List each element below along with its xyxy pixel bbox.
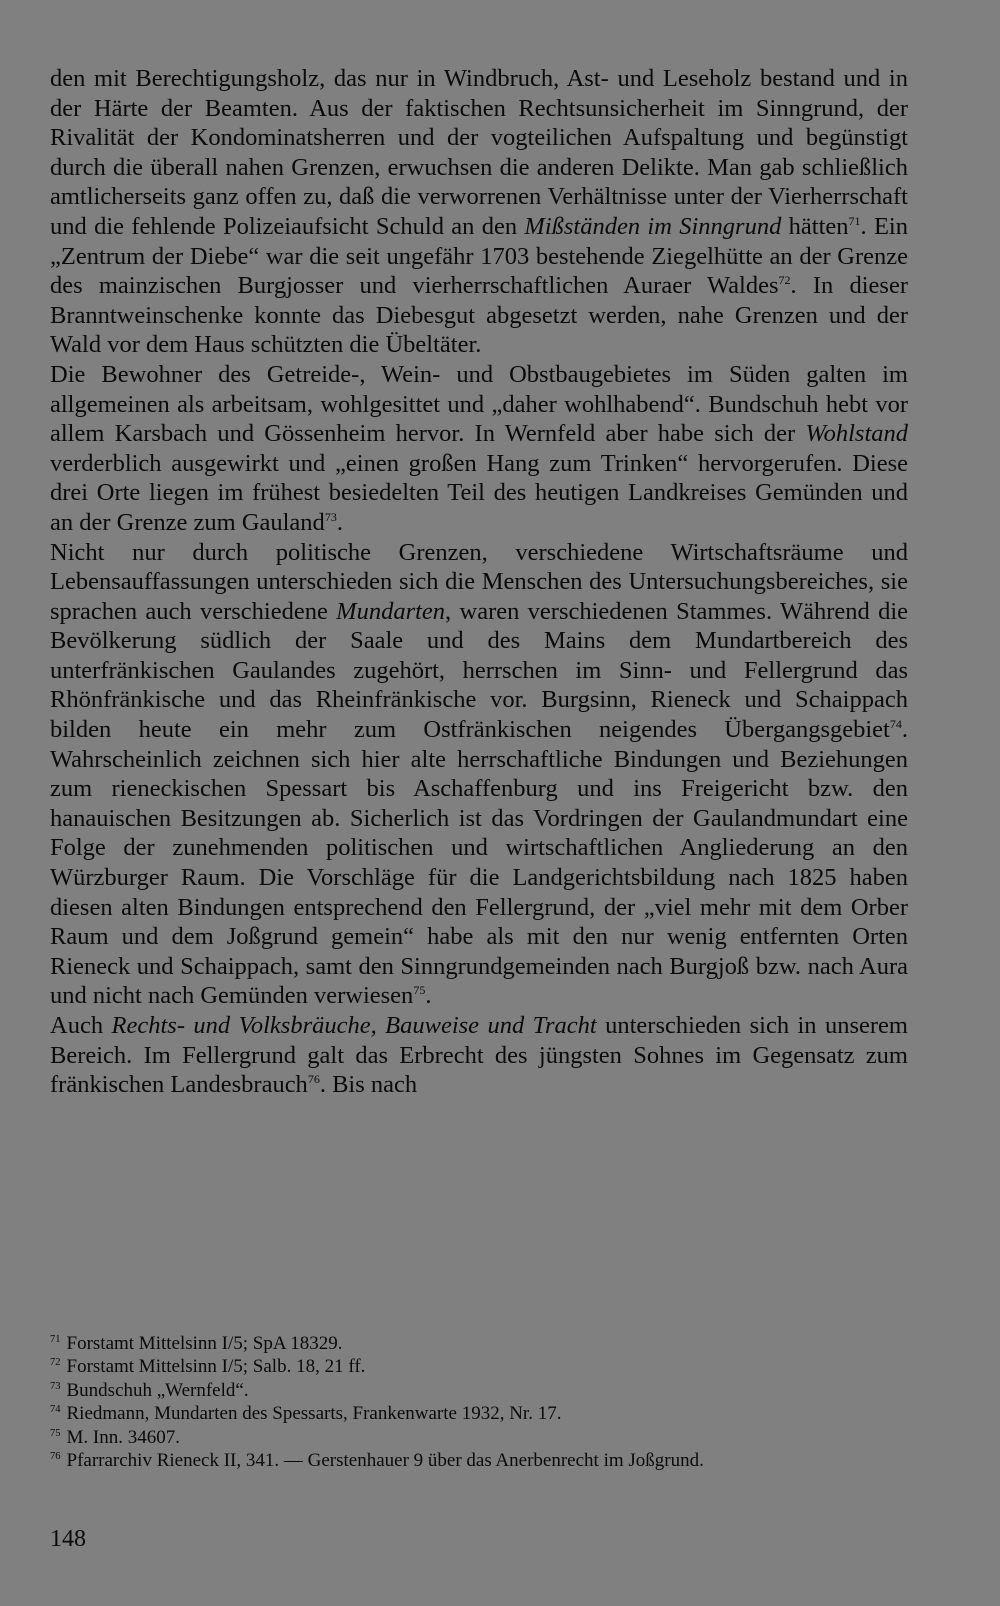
emphasized-text: Wohlstand — [805, 420, 908, 448]
emphasized-text: Mißständen im Sinngrund — [524, 212, 782, 240]
text-run: . Ein „Zentrum der Diebe“ war die seit ungefähr 1703 bestehende Ziegelhütte an der Grenze des mainzischen Burgjosser und vierherrschaftlichen Auraer Waldes — [50, 212, 908, 300]
footnote-number: 71 — [50, 1334, 61, 1345]
text-run: den mit Berechtigungsholz, das nur in Windbruch, Ast- und Leseholz bestand und in der Härte der Beamten. Aus der faktischen Rechtsunsicherheit im Sinngrund, der Rivalität der Kondominatsherren und der vogteilichen Aufspaltung und begünstigt durch die überall nahen Grenzen, erwuchsen die anderen Delikte. Man gab schließlich amtlicherseits ganz offen zu, daß die verworrenen Verhältnisse unter der Vierherrschaft und die fehlende Polizeiaufsicht Schuld an den — [50, 65, 908, 240]
footnote-number: 73 — [50, 1380, 61, 1392]
text-run: , waren verschiedenen Stammes. Während die Bevölkerung südlich der Saale und des Mains dem Mundartbereich des unterfränkischen Gaulandes zugehört, herrschen im Sinn- und Fellergrund das Rhönfränkische und das Rheinfränkische vor. Burgsinn, Rieneck und Schaippach bilden heute ein mehr zum Ostfränkischen neigendes Übergangsgebiet — [50, 597, 908, 744]
text-run: . Bis nach — [319, 1071, 418, 1099]
page-number: 148 — [50, 1526, 86, 1552]
footnote — [50, 1449, 908, 1472]
text-run: verderblich ausgewirkt und „einen großen Hang zum Trinken“ hervorgerufen. Diese drei Orte liegen im frühest besiedelten Teil des heutigen Landkreises Gemünden und an der Grenze zum Gauland — [50, 449, 908, 536]
emphasized-text: Rechts- und Volksbräuche, Bauweise und Tracht — [111, 1012, 597, 1039]
footnote-text: M. Inn. 34607. — [66, 1426, 180, 1448]
paragraph — [50, 538, 908, 1012]
footnote-text: Bundschuh „Wernfeld“. — [66, 1379, 249, 1401]
footnote-reference: 72 — [778, 273, 791, 288]
footnote-reference: 71 — [848, 213, 861, 228]
footnote-reference: 74 — [889, 717, 902, 732]
body-text — [50, 64, 908, 1100]
emphasized-text: Mundarten — [336, 597, 446, 625]
footnote-number: 76 — [50, 1451, 61, 1463]
text-run: . In dieser Branntweinschenke konnte das Diebesgut abgesetzt werden, nahe Grenzen und der Wald vor dem Haus schützten die Übeltäter. — [50, 272, 908, 359]
paragraph — [50, 360, 908, 538]
footnote-reference: 75 — [413, 983, 426, 998]
footnote-number: 75 — [50, 1427, 61, 1439]
text-run: unterschieden sich in unserem Bereich. Im Fellergrund galt das Erbrecht des jüngsten Sohnes im Gegensatz zum fränkischen Landesbrauch — [50, 1012, 908, 1099]
footnote-text: Forstamt Mittelsinn I/5; SpA 18329. — [66, 1333, 343, 1354]
paragraph — [50, 1011, 908, 1100]
text-run: Auch — [50, 1012, 112, 1039]
paragraph — [50, 64, 908, 360]
footnote-text: Forstamt Mittelsinn I/5; Salb. 18, 21 ff. — [66, 1356, 366, 1378]
footnote-text: Pfarrarchiv Rieneck II, 341. — Gerstenhauer 9 über das Anerbenrecht im Joßgrund. — [66, 1450, 704, 1472]
text-run: Nicht nur durch politische Grenzen, verschiedene Wirtschaftsräume und Lebensauffassungen unterschieden sich die Menschen des Untersuchungsbereiches, sie sprachen auch verschiedene — [50, 538, 908, 625]
footnote-reference: 76 — [307, 1072, 320, 1087]
footnote-reference: 73 — [324, 509, 337, 524]
footnote-number: 72 — [50, 1357, 61, 1369]
footnote-text: Riedmann, Mundarten des Spessarts, Frankenwarte 1932, Nr. 17. — [66, 1403, 562, 1425]
text-run: . — [425, 982, 432, 1010]
footnotes — [50, 1332, 908, 1472]
text-run: Die Bewohner des Getreide-, Wein- und Obstbaugebietes im Süden galten im allgemeinen als arbeitsam, wohlgesittet und „daher wohlhabend“. Bundschuh hebt vor allem Karsbach und Gössenheim hervor. In Wernfeld aber habe sich der — [50, 360, 908, 448]
text-run: hätten — [781, 212, 849, 240]
text-run: . Wahrscheinlich zeichnen sich hier alte herrschaftliche Bindungen und Beziehungen zum rieneckischen Spessart bis Aschaffenburg und ins Freigericht bzw. den hanauischen Besitzungen ab. Sicherlich ist das Vordringen der Gaulandmundart eine Folge der zunehmenden politischen und wirtschaftlichen Angliederung an den Würzburger Raum. Die Vorschläge für die Landgerichtsbildung nach 1825 haben diesen alten Bindungen entsprechend den Fellergrund, der „viel mehr mit dem Orber Raum und dem Joßgrund gemein“ habe als mit den nur wenig entfernten Orten Rieneck und Schaippach, samt den Sinngrundgemeinden nach Burgjoß bzw. nach Aura und nicht nach Gemünden verwiesen — [50, 716, 908, 1010]
footnote — [50, 1379, 908, 1402]
footnote — [50, 1426, 908, 1449]
footnote — [50, 1402, 908, 1425]
footnote-number: 74 — [50, 1404, 61, 1416]
footnote — [50, 1332, 908, 1355]
text-run: . — [336, 508, 343, 536]
footnote — [50, 1355, 908, 1378]
